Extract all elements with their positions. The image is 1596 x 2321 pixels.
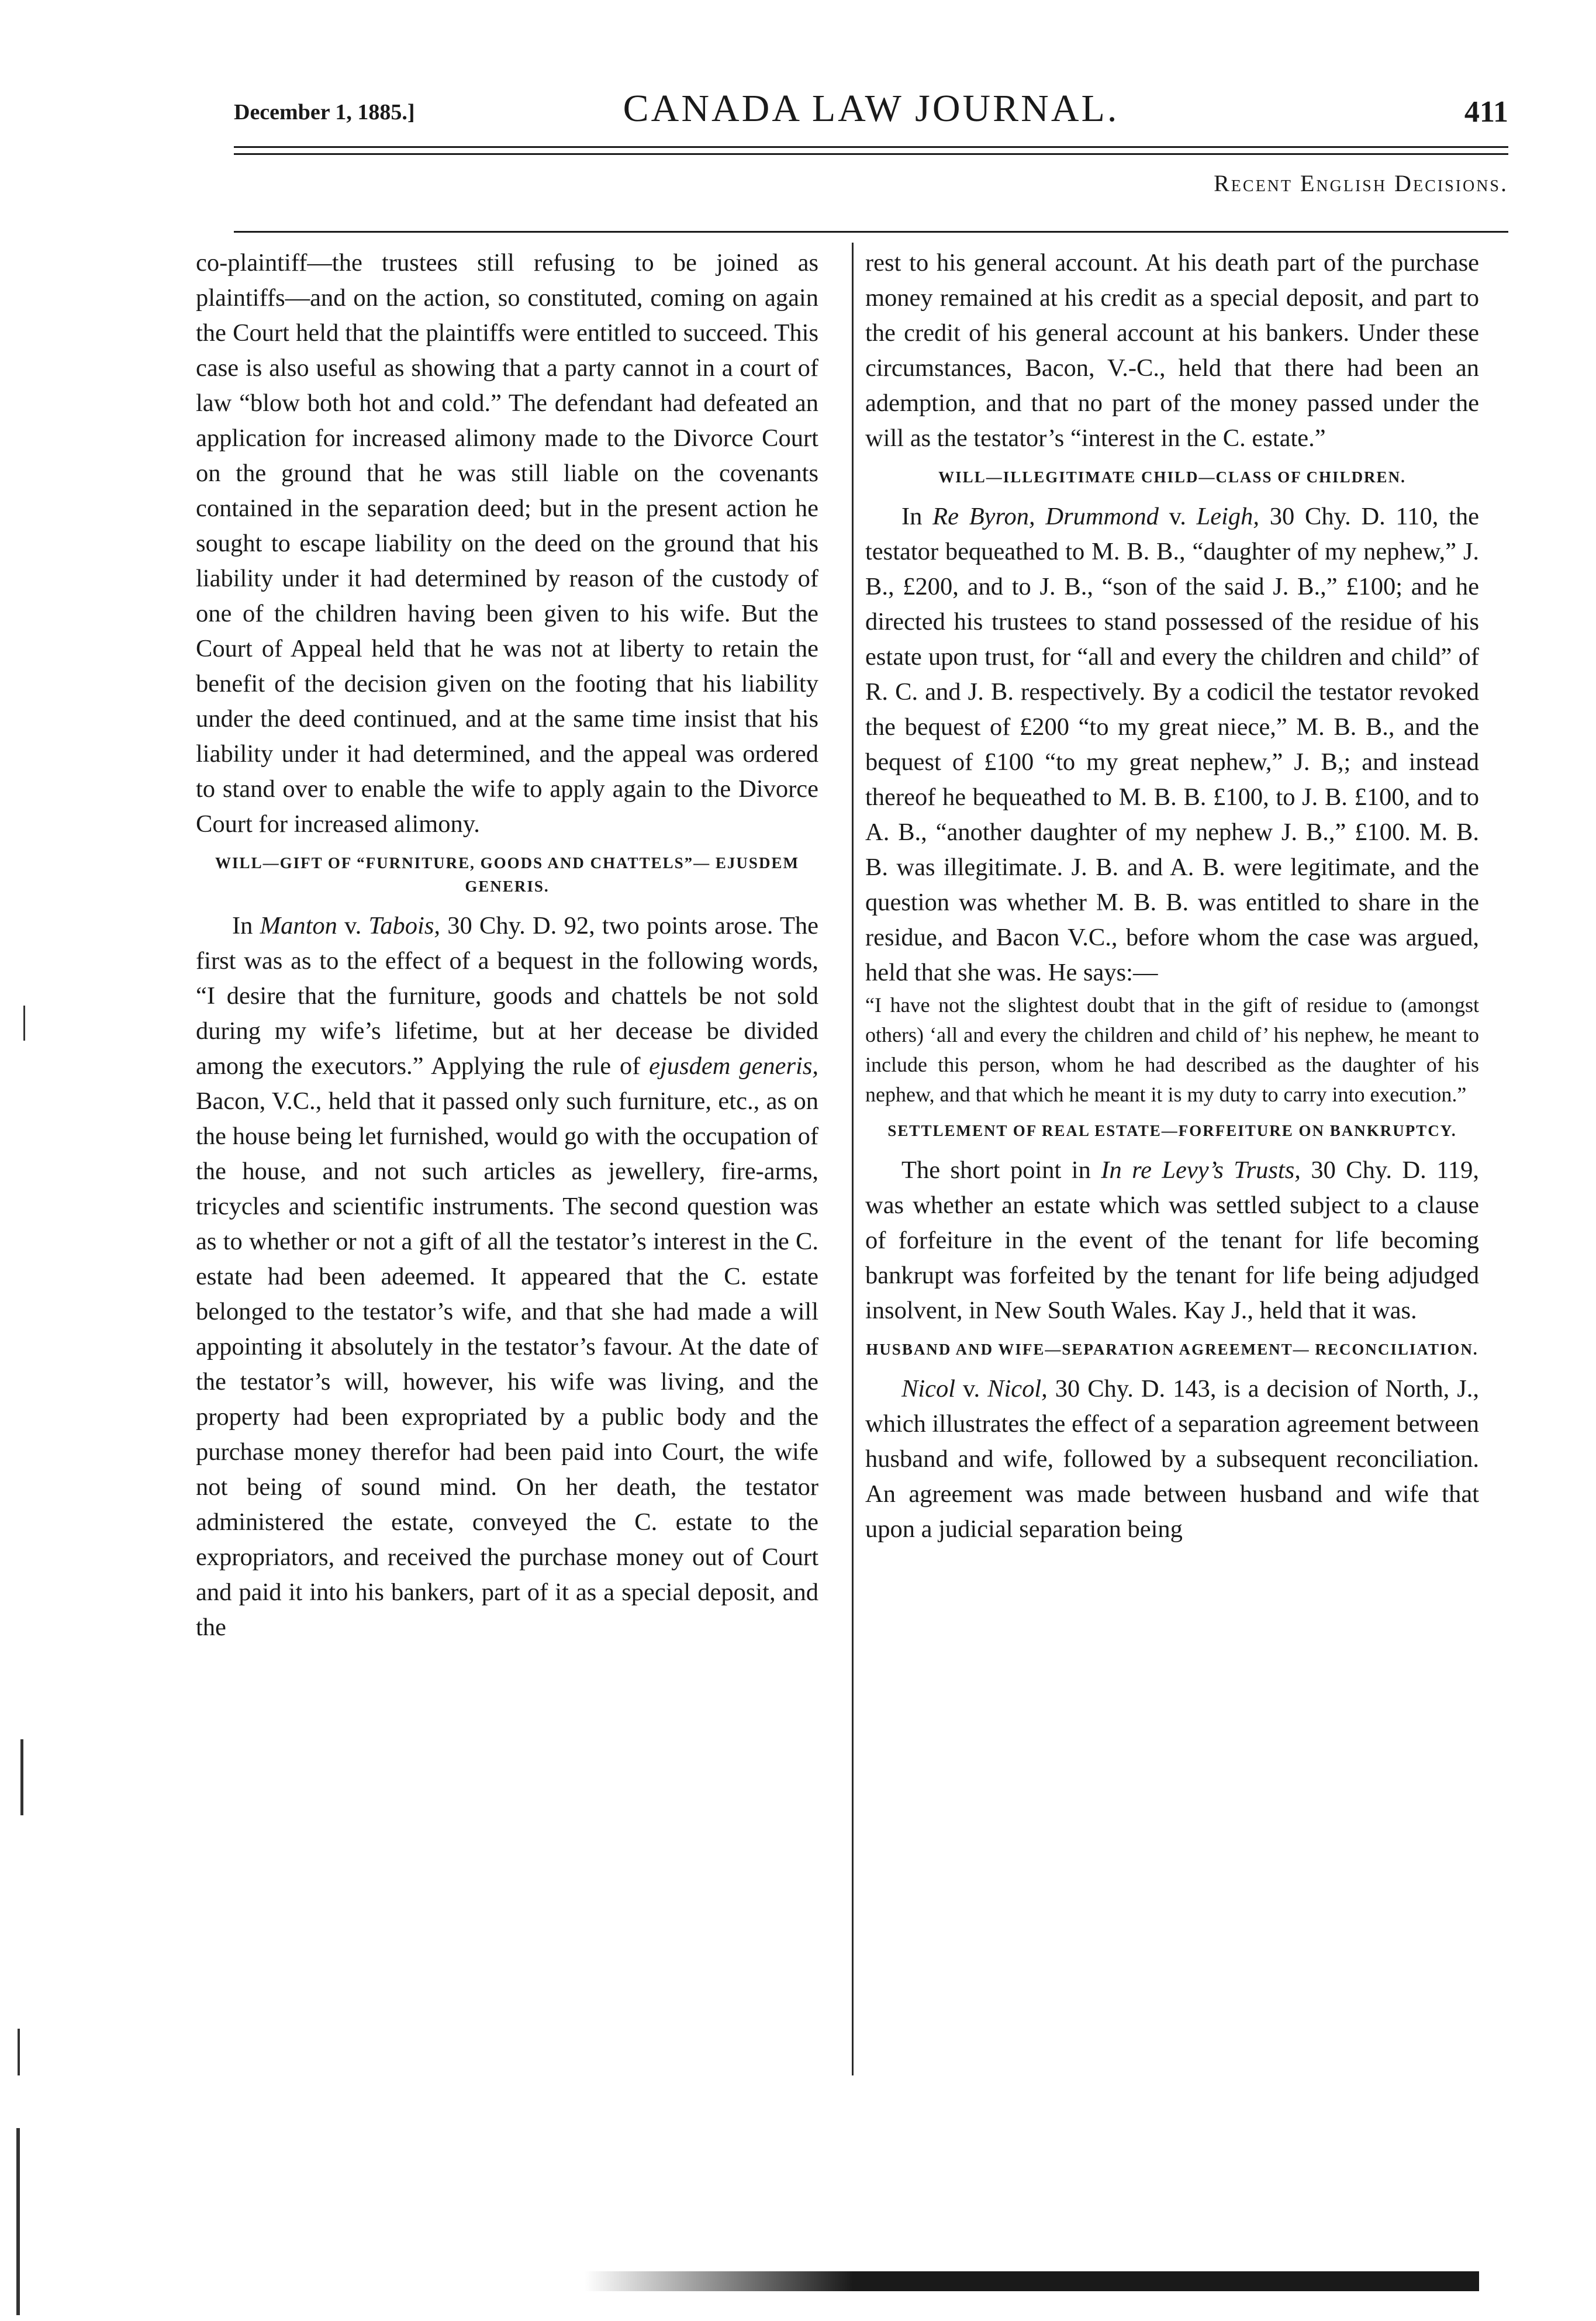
margin-scan-mark — [20, 1739, 23, 1815]
bottom-scan-bar — [585, 2271, 1479, 2291]
header-rule-bottom — [234, 153, 1508, 155]
text-run: In — [901, 503, 933, 530]
column-divider — [852, 243, 854, 2075]
case-name: Manton — [260, 912, 337, 940]
case-name: Nicol, — [987, 1375, 1048, 1403]
issue-date: December 1, 1885.] — [234, 100, 415, 125]
case-name: Tabois, — [368, 912, 440, 940]
case-heading: WILL—GIFT OF “FURNITURE, GOODS AND CHATTELS”— EJUSDEM GENERIS. — [215, 854, 799, 895]
paragraph — [196, 909, 818, 1645]
left-column — [196, 246, 818, 1645]
paragraph: rest to his general account. At his death part of the purchase money remained at his credit as a special deposit, and part to the credit of his general account at his bankers. Under these circumstances, Bacon, V.-C., held that there had been an ademption, and that no part of the money passed under the will as the testator’s “interest in the C. estate.” — [865, 249, 1479, 452]
paragraph — [865, 1372, 1479, 1547]
page-number: 411 — [1464, 95, 1508, 129]
text-run: v. — [1159, 503, 1197, 530]
text-run: v. — [337, 912, 369, 940]
case-heading: WILL—ILLEGITIMATE CHILD—CLASS OF CHILDREN. — [938, 468, 1406, 486]
case-heading: SETTLEMENT OF REAL ESTATE—FORFEITURE ON BANKRUPTCY. — [887, 1122, 1457, 1139]
right-column — [865, 246, 1479, 1547]
header-rule-top — [234, 146, 1508, 148]
case-name: Re Byron, Drummond — [932, 503, 1159, 530]
paragraph: co-plaintiff—the trustees still refusing to be joined as plaintiffs—and on the action, so constituted, coming on again the Court held that the plaintiffs were entitled to succeed. This case is also useful as showing that a party cannot in a court of law “blow both hot and cold.” The defendant had defeated an application for increased alimony made to the Divorce Court on the ground that he was still liable on the covenants contained in the separation deed; but in the present action he sought to escape liability on the deed on the ground that his liability under it had determined by reason of the custody of one of the children having been given to his wife. But the Court of Appeal held that he was not at liberty to retain the benefit of the decision given on the footing that his liability under the deed continued, and at the same time insist that his liability under it had determined, and the appeal was ordered to stand over to enable the wife to apply again to the Divorce Court for increased alimony. — [196, 249, 818, 838]
text-run: In — [232, 912, 260, 940]
text-run: 30 Chy. D. 92, two points arose. The first was as to the effect of a bequest in the following words, “I desire that the furniture, goods and chattels be not sold during my wife’s lifetime, but at her decease be divided among the executors.” Applying the rule of — [196, 912, 818, 1080]
text-run: Bacon, V.C., held that it passed only such furniture, etc., as on the house being let furnished, would go with the occupation of the house, and not such articles as jewellery, fire-arms, tricycles and scientific instruments. The second question was as to whether or not a gift of all the testator’s interest in the C. estate had been adeemed. It appeared that the C. estate belonged to the testator’s wife, and that she had made a will appointing it absolutely in the testator’s favour. At the date of the testator’s will, however, his wife was living, and the property had been expropriated by a public body and the purchase money therefor had been paid into Court, the wife not being of sound mind. On her death, the testator administered the estate, conveyed the C. estate to the expropriators, and received the purchase money out of Court and paid it into his bankers, part of it as a special deposit, and the — [196, 1087, 818, 1641]
paragraph — [865, 1153, 1479, 1328]
case-heading: HUSBAND AND WIFE—SEPARATION AGREEMENT— RECONCILIATION. — [866, 1341, 1478, 1358]
latin-phrase: ejusdem generis, — [649, 1052, 818, 1080]
margin-scan-mark — [23, 1006, 25, 1041]
case-name: In re Levy’s Trusts, — [1101, 1156, 1301, 1184]
running-head — [234, 87, 1508, 133]
text-run: 30 Chy. D. 143, is a decision of North, J., which illustrates the effect of a separation agreement between husband and wife, followed by a subsequent reconciliation. An agreement was made between husband and wife that upon a judicial separation being — [865, 1375, 1479, 1543]
margin-scan-mark — [16, 2128, 20, 2315]
text-run: v. — [955, 1375, 988, 1403]
text-run: The short point in — [901, 1156, 1101, 1184]
margin-scan-mark — [18, 2029, 20, 2075]
case-name: Leigh, — [1196, 503, 1260, 530]
block-quote: “I have not the slightest doubt that in the gift of residue to (amongst others) ‘all and every the children and child of’ his nephew, he meant to include this person, whom he had described as the daughter of his nephew, and that which he meant it is my duty to carry into execution.” — [865, 993, 1479, 1106]
case-name: Nicol — [901, 1375, 956, 1403]
section-heading: Recent English Decisions. — [1214, 170, 1508, 196]
journal-title: CANADA LAW JOURNAL. — [623, 87, 1120, 130]
section-rule — [234, 231, 1508, 233]
paragraph — [865, 499, 1479, 990]
text-run: 30 Chy. D. 110, the testator bequeathed to M. B. B., “daughter of my nephew,” J. B., £200, and to J. B., “son of the said J. B.,” £100; and he directed his trustees to stand possessed of the residue of his estate upon trust, for “all and every the children and child” of R. C. and J. B. respectively. By a codicil the testator revoked the bequest of £200 “to my great niece,” M. B. B., and the bequest of £100 “to my great nephew,” J. B,; and instead thereof he bequeathed to M. B. B. £100, to J. B. £100, and to A. B., “another daughter of my nephew J. B.,” £100. M. B. B. was illegitimate. J. B. and A. B. were legitimate, and the question was whether M. B. B. was entitled to share in the residue, and Bacon V.C., before whom the case was argued, held that she was. He says:— — [865, 503, 1480, 986]
text-run: 30 Chy. D. 119, was whether an estate which was settled subject to a clause of forfeiture in the event of the tenant for life becoming bankrupt was forfeited by the tenant for life being adjudged insolvent, in New South Wales. Kay J., held that it was. — [865, 1156, 1480, 1324]
